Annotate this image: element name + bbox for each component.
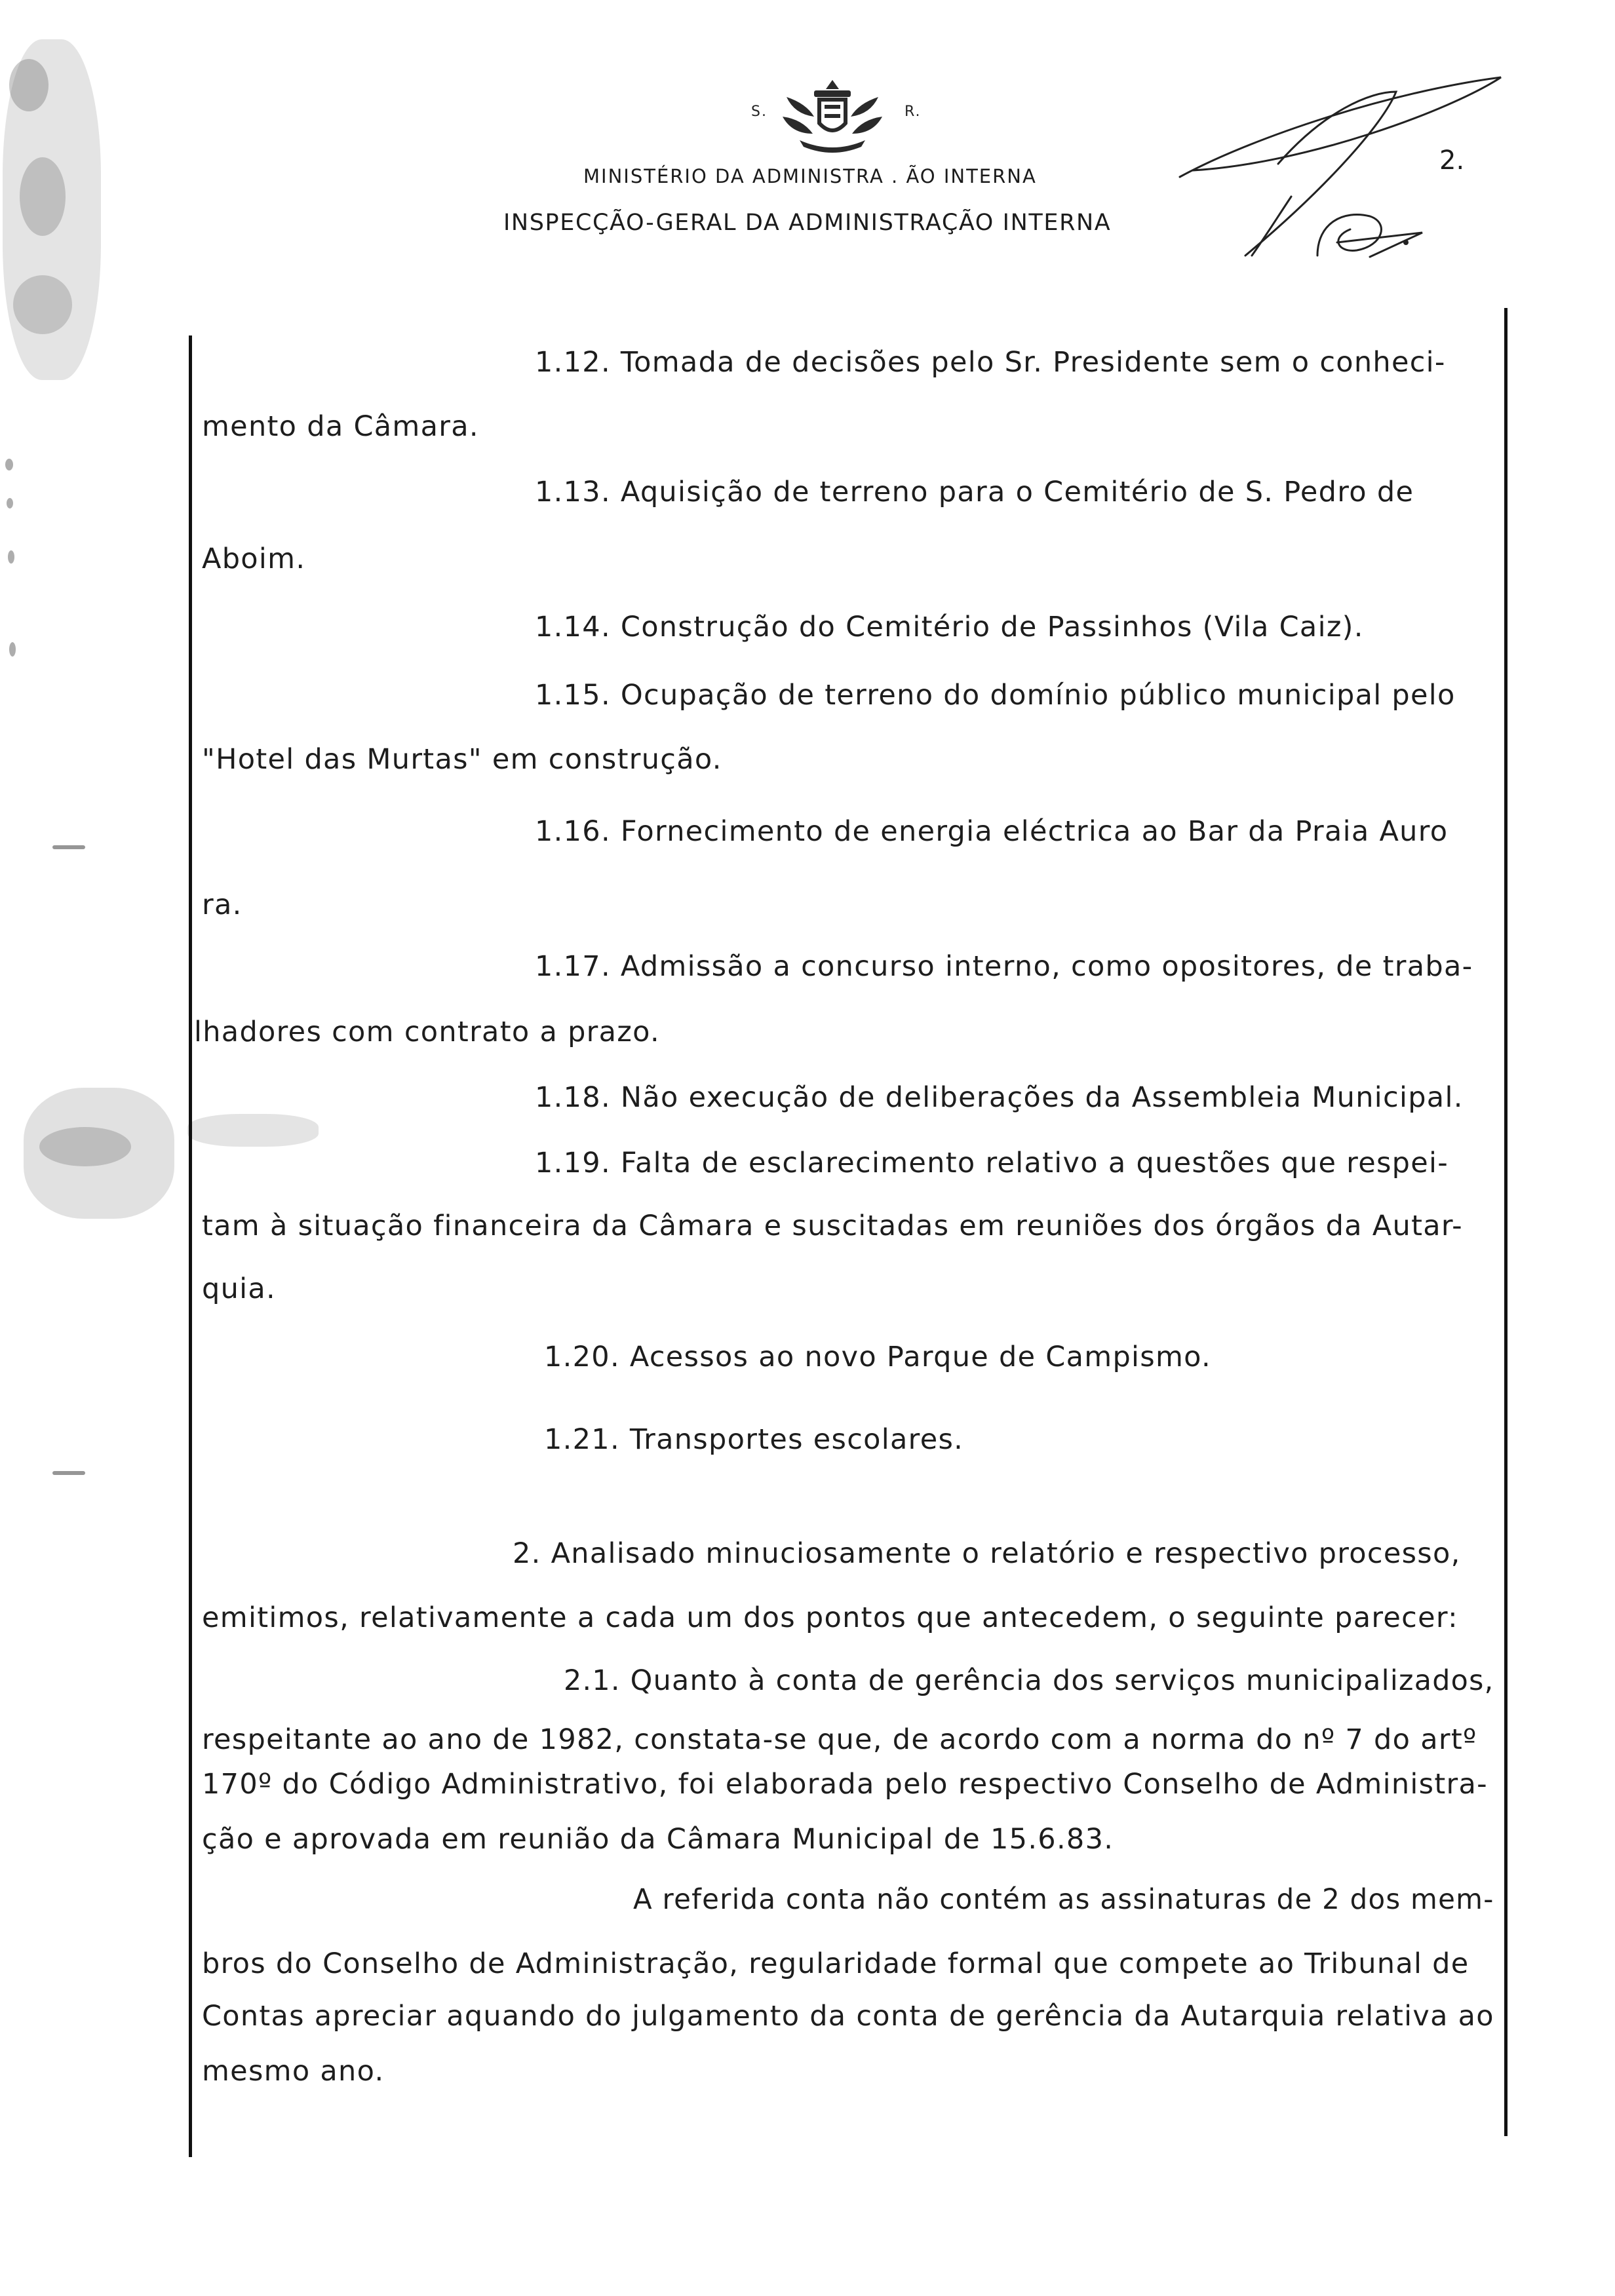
letterhead-s: S. (751, 104, 768, 120)
text-line-5: 1.14. Construção do Cemitério de Passinhos (Vila Caiz). (535, 611, 1364, 643)
handwritten-initials-signature (1173, 66, 1514, 262)
text-line-13: 1.19. Falta de esclarecimento relativo a questões que respei- (535, 1147, 1449, 1179)
text-line-2: mento da Câmara. (202, 410, 479, 443)
text-line-3: 1.13. Aquisição de terreno para o Cemitério de S. Pedro de (535, 476, 1414, 508)
text-line-6: 1.15. Ocupação de terreno do domínio público municipal pelo (535, 679, 1456, 712)
ministry-title: MINISTÉRIO DA ADMINISTRA . ÃO INTERNA (583, 165, 1037, 187)
inspection-title: INSPECÇÃO-GERAL DA ADMINISTRAÇÃO INTERNA (503, 210, 1112, 236)
text-line-11: lhadores com contrato a prazo. (194, 1016, 660, 1048)
text-line-7: "Hotel das Murtas" em construção. (202, 743, 722, 776)
text-line-8: 1.16. Fornecimento de energia eléctrica ao Bar da Praia Auro (535, 815, 1449, 848)
text-line-19: emitimos, relativamente a cada um dos pontos que antecedem, o seguinte parecer: (202, 1601, 1458, 1634)
text-line-27: mesmo ano. (202, 2055, 385, 2088)
text-line-24: A referida conta não contém as assinaturas de 2 dos mem- (633, 1883, 1494, 1916)
text-line-21: respeitante ao ano de 1982, constata-se que, de acordo com a norma do nº 7 do artº (202, 1723, 1477, 1756)
page-number: 2. (1439, 145, 1465, 176)
coat-of-arms-icon (773, 77, 891, 155)
text-line-9: ra. (202, 889, 243, 921)
text-line-16: 1.20. Acessos ao novo Parque de Campismo. (544, 1341, 1212, 1373)
text-line-14: tam à situação financeira da Câmara e suscitadas em reuniões dos órgãos da Autar- (202, 1210, 1463, 1242)
text-line-15: quia. (202, 1272, 277, 1305)
text-line-17: 1.21. Transportes escolares. (544, 1423, 964, 1456)
text-line-12: 1.18. Não execução de deliberações da Assembleia Municipal. (535, 1081, 1464, 1114)
text-line-20: 2.1. Quanto à conta de gerência dos serviços municipalizados, (564, 1664, 1494, 1697)
text-line-18: 2. Analisado minuciosamente o relatório e respectivo processo, (513, 1537, 1461, 1570)
text-line-1: 1.12. Tomada de decisões pelo Sr. Presidente sem o conheci- (535, 346, 1446, 379)
text-line-22: 170º do Código Administrativo, foi elaborada pelo respectivo Conselho de Administra- (202, 1768, 1488, 1801)
text-line-10: 1.17. Admissão a concurso interno, como opositores, de traba- (535, 950, 1473, 983)
letterhead-r: R. (905, 104, 922, 120)
right-margin-rule (1504, 308, 1508, 2136)
text-line-26: Contas apreciar aquando do julgamento da conta de gerência da Autarquia relativa ao (202, 2000, 1494, 2033)
text-line-23: ção e aprovada em reunião da Câmara Municipal de 15.6.83. (202, 1823, 1114, 1856)
text-line-25: bros do Conselho de Administração, regularidade formal que compete ao Tribunal de (202, 1947, 1469, 1980)
left-margin-rule (189, 335, 192, 2157)
text-line-4: Aboim. (202, 543, 306, 575)
